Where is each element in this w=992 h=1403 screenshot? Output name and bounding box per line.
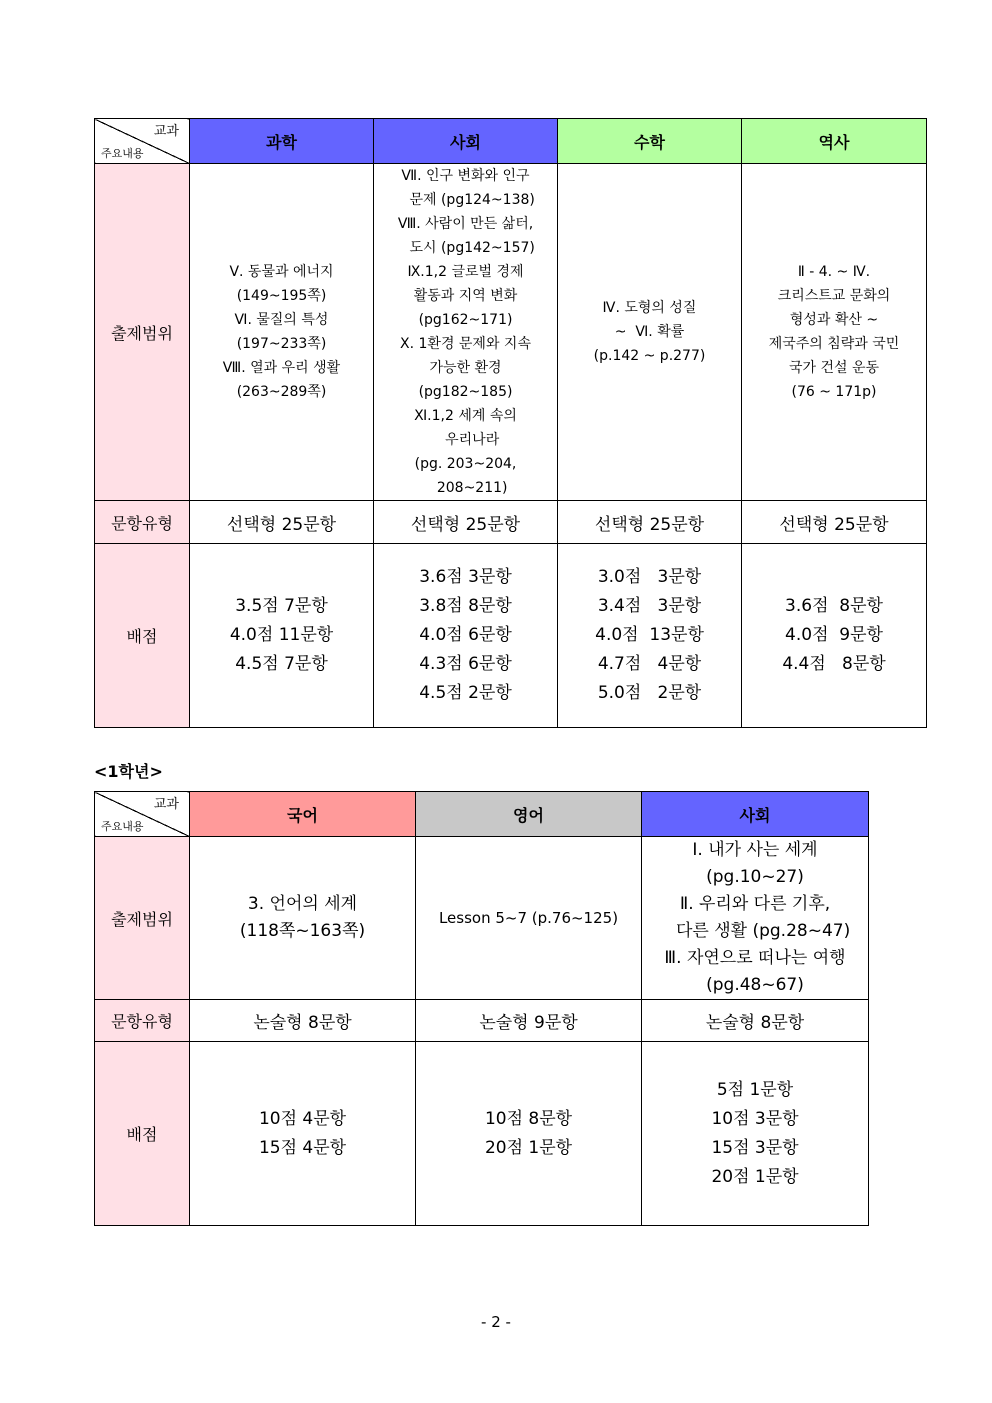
cell-line: 문제 (pg124~138) <box>396 192 535 208</box>
cell-line: Ⅷ. 열과 우리 생활 <box>222 360 341 376</box>
corner-subject-label: 교과 <box>153 797 179 812</box>
corner-content-label: 주요내용 <box>101 820 144 833</box>
subject-header-english: 영어 <box>416 792 642 837</box>
exam-table-grade-2 <box>94 118 927 728</box>
row-label-type: 문항유형 <box>95 501 190 544</box>
cell-line: Ⅸ.1,2 글로벌 경제 <box>407 264 524 280</box>
exam-table-grade-1 <box>94 791 869 1226</box>
cell-line: Ⅲ. 자연으로 떠나는 여행 <box>664 948 846 968</box>
cell-line: 4.5점 7문항 <box>235 654 328 674</box>
corner-header-cell <box>95 119 190 164</box>
points-cell <box>742 544 927 728</box>
cell-line: Ⅷ. 사람이 만든 삶터, <box>397 216 534 232</box>
cell-line: 활동과 지역 변화 <box>413 288 518 304</box>
type-cell: 선택형 25문항 <box>190 501 374 544</box>
cell-line: 형성과 확산 ~ <box>789 312 879 328</box>
range-cell <box>642 837 869 1000</box>
cell-line: (76 ~ 171p) <box>791 384 877 400</box>
subject-header-science: 과학 <box>190 119 374 164</box>
range-cell <box>742 164 927 501</box>
points-cell <box>642 1042 869 1226</box>
grade-title: <1학년> <box>94 762 163 781</box>
cell-line: 크리스트교 문화의 <box>777 288 891 304</box>
cell-line: (pg162~171) <box>418 312 513 328</box>
cell-line: 제국주의 침략과 국민 <box>768 336 900 352</box>
cell-line: (pg.10~27) <box>706 867 804 887</box>
subject-header-social: 사회 <box>642 792 869 837</box>
row-label-range: 출제범위 <box>95 164 190 501</box>
subject-header-history: 역사 <box>742 119 927 164</box>
range-cell <box>558 164 742 501</box>
row-label-range: 출제범위 <box>95 837 190 1000</box>
subject-header-korean: 국어 <box>190 792 416 837</box>
cell-line: 5.0점 2문항 <box>597 683 702 703</box>
cell-line: 10점 4문항 <box>258 1108 347 1129</box>
points-cell <box>374 544 558 728</box>
cell-line: Ⅺ.1,2 세계 속의 <box>414 408 517 424</box>
points-cell <box>558 544 742 728</box>
type-cell: 선택형 25문항 <box>558 501 742 544</box>
cell-line: Ⅱ. 우리와 다른 기후, <box>679 894 831 914</box>
page-number: - 2 - <box>481 1313 511 1331</box>
cell-line: 4.0점 11문항 <box>229 625 334 645</box>
cell-line: 3.4점 3문항 <box>597 596 702 616</box>
cell-line: 4.0점 6문항 <box>419 625 512 645</box>
cell-line: Ⅰ. 내가 사는 세계 <box>692 840 818 860</box>
range-cell <box>416 837 642 1000</box>
cell-line: 20점 1문항 <box>711 1166 799 1187</box>
cell-line: Ⅳ. 도형의 성질 <box>602 300 697 316</box>
cell-line: 4.4점 8문항 <box>782 654 886 674</box>
subject-header-math: 수학 <box>558 119 742 164</box>
cell-line: Ⅴ. 동물과 에너지 <box>229 264 334 280</box>
cell-line: 4.3점 6문항 <box>419 654 512 674</box>
type-cell: 논술형 8문항 <box>190 1000 416 1042</box>
cell-line: 4.7점 4문항 <box>597 654 702 674</box>
cell-line: 208~211) <box>423 480 508 496</box>
range-cell <box>190 164 374 501</box>
cell-line: 10점 8문항 <box>484 1108 573 1129</box>
cell-line: (149~195쪽) <box>236 288 327 304</box>
cell-line: 3.8점 8문항 <box>419 596 512 616</box>
corner-subject-label: 교과 <box>153 124 179 139</box>
cell-line: 15점 3문항 <box>711 1137 799 1158</box>
cell-line: 3.6점 8문항 <box>785 596 883 616</box>
range-cell <box>190 837 416 1000</box>
cell-line: Lesson 5~7 (p.76~125) <box>438 909 619 927</box>
type-cell: 논술형 8문항 <box>642 1000 869 1042</box>
cell-line: 우리나라 <box>431 432 500 448</box>
cell-line: 15점 4문항 <box>258 1137 347 1158</box>
points-cell <box>190 1042 416 1226</box>
cell-line: (197~233쪽) <box>236 336 327 352</box>
cell-line: 3.5점 7문항 <box>235 596 328 616</box>
cell-line: Ⅹ. 1환경 문제와 지속 <box>400 336 531 352</box>
points-cell <box>190 544 374 728</box>
cell-line: 4.0점 13문항 <box>595 625 704 645</box>
row-label-points: 배점 <box>95 544 190 728</box>
cell-line: 국가 건설 운동 <box>788 360 880 376</box>
cell-line: (pg.48~67) <box>706 975 804 995</box>
cell-line: 다른 생활 (pg.28~47) <box>659 921 851 941</box>
row-label-points: 배점 <box>95 1042 190 1226</box>
cell-line: 5점 1문항 <box>716 1079 794 1100</box>
cell-line: 3.6점 3문항 <box>419 567 512 587</box>
cell-line: 3.0점 3문항 <box>597 567 702 587</box>
cell-line: (p.142 ~ p.277) <box>593 348 706 364</box>
corner-header-cell <box>95 792 190 837</box>
cell-line: 3. 언어의 세계 <box>247 894 358 914</box>
cell-line: 가능한 환경 <box>429 360 502 376</box>
cell-line: (118쪽~163쪽) <box>239 921 366 941</box>
cell-line: (pg. 203~204, <box>414 456 517 472</box>
row-label-type: 문항유형 <box>95 1000 190 1042</box>
cell-line: (263~289쪽) <box>236 384 327 400</box>
type-cell: 선택형 25문항 <box>374 501 558 544</box>
cell-line: Ⅶ. 인구 변화와 인구 <box>401 168 530 184</box>
cell-line: Ⅵ. 물질의 특성 <box>234 312 329 328</box>
corner-content-label: 주요내용 <box>101 147 144 160</box>
cell-line: Ⅱ - 4. ~ Ⅳ. <box>797 264 871 280</box>
subject-header-social: 사회 <box>374 119 558 164</box>
cell-line: 4.0점 9문항 <box>785 625 883 645</box>
points-cell <box>416 1042 642 1226</box>
range-cell <box>374 164 558 501</box>
type-cell: 논술형 9문항 <box>416 1000 642 1042</box>
cell-line: ~ Ⅵ. 확률 <box>614 324 685 340</box>
cell-line: 4.5점 2문항 <box>419 683 512 703</box>
type-cell: 선택형 25문항 <box>742 501 927 544</box>
cell-line: 10점 3문항 <box>711 1108 799 1129</box>
cell-line: 도시 (pg142~157) <box>396 240 535 256</box>
cell-line: (pg182~185) <box>418 384 513 400</box>
cell-line: 20점 1문항 <box>484 1137 573 1158</box>
